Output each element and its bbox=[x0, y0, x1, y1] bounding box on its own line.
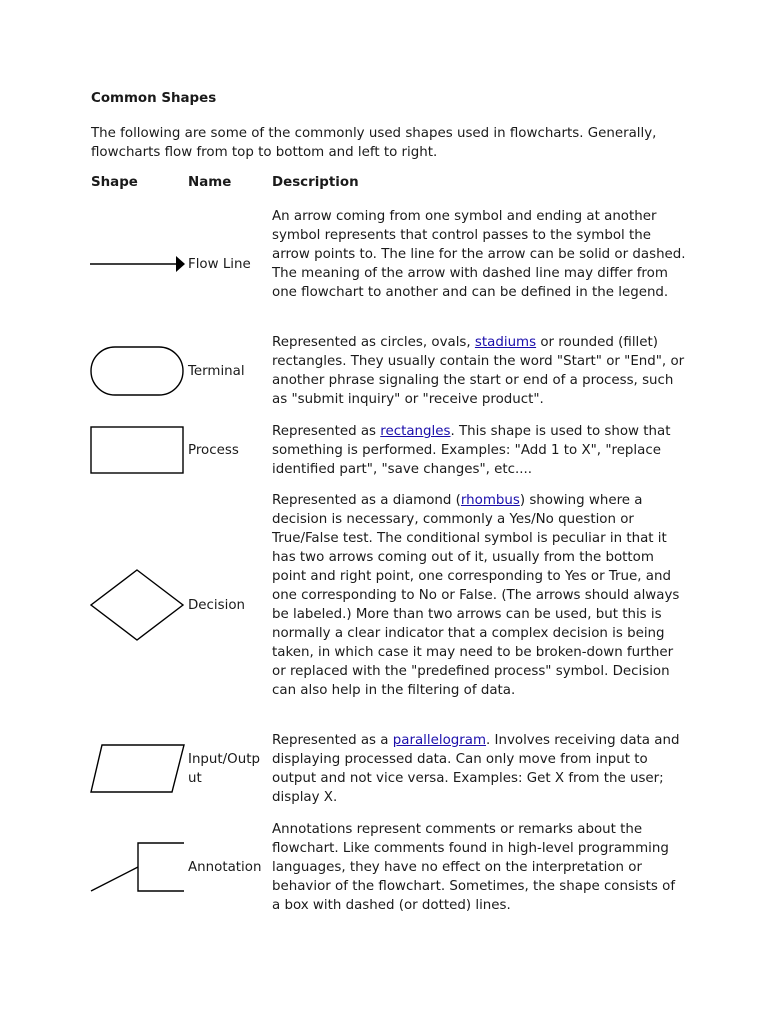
stadiums-link[interactable]: stadiums bbox=[474, 335, 537, 350]
shape-desc-annotation: Annotations represent comments or remarks about the flowchart. Like comments found in high-level programming languages, they have no effect on the interpretation or behavior of the flowchart. Sometimes, the shape consists of a box with dashed (or dotted) lines. bbox=[272, 822, 676, 913]
shape-name-process: Process bbox=[188, 443, 239, 458]
column-header-description: Description bbox=[272, 175, 359, 190]
flow-line-shape bbox=[90, 254, 186, 276]
shape-name-input-output: Input/Output bbox=[188, 752, 260, 786]
parallelogram-link[interactable]: parallelogram bbox=[392, 733, 487, 748]
shape-name-decision: Decision bbox=[188, 598, 246, 613]
shape-name-terminal: Terminal bbox=[188, 364, 245, 379]
process-shape bbox=[90, 426, 186, 476]
shape-name-flow-line: Flow Line bbox=[188, 257, 251, 272]
column-header-shape: Shape bbox=[91, 175, 138, 190]
terminal-shape bbox=[90, 346, 186, 398]
column-header-name: Name bbox=[188, 175, 232, 190]
shape-name-annotation: Annotation bbox=[188, 860, 262, 875]
shape-desc-flow-line: An arrow coming from one symbol and ending at another symbol represents that control passes to the symbol the arrow points to. The line for the arrow can be solid or dashed. The meaning of the arrow with dashed line may differ from one flowchart to another and can be defined in the legend. bbox=[272, 209, 686, 300]
decision-shape bbox=[90, 568, 186, 644]
input-output-shape bbox=[90, 743, 186, 795]
rectangles-link[interactable]: rectangles bbox=[380, 424, 451, 439]
section-heading: Common Shapes bbox=[91, 91, 217, 106]
intro-paragraph: The following are some of the commonly used shapes used in flowcharts. Generally, flowcharts flow from top to bottom and left to right. bbox=[91, 126, 657, 160]
shape-desc-terminal: Represented as circles, ovals, stadiums or rounded (fillet) rectangles. They usually contain the word "Start" or "End", or another phrase signaling the start or end of a process, such as "submit inquiry" or "receive product". bbox=[272, 335, 685, 407]
shape-desc-input-output: Represented as a parallelogram. Involves receiving data and displaying processed data. Can only move from input to output and not vice versa. Examples: Get X from the user; display X. bbox=[272, 733, 680, 805]
shape-desc-process: Represented as rectangles. This shape is used to show that something is performed. Examples: "Add 1 to X", "replace identified part", "save changes", etc.... bbox=[272, 424, 671, 477]
rhombus-link[interactable]: rhombus bbox=[460, 493, 520, 508]
annotation-shape bbox=[90, 841, 186, 895]
shape-desc-decision: Represented as a diamond (rhombus) showing where a decision is necessary, commonly a Yes/No question or True/False test. The conditional symbol is peculiar in that it has two arrows coming out of it, usually from the bottom point and right point, one corresponding to Yes or True, and one corresponding to No or False. (The arrows should always be labeled.) More than two arrows can be used, but this is normally a clear indicator that a complex decision is being taken, in which case it may need to be broken-down further or replaced with the "predefined process" symbol. Decision can also help in the filtering of data. bbox=[272, 493, 680, 698]
